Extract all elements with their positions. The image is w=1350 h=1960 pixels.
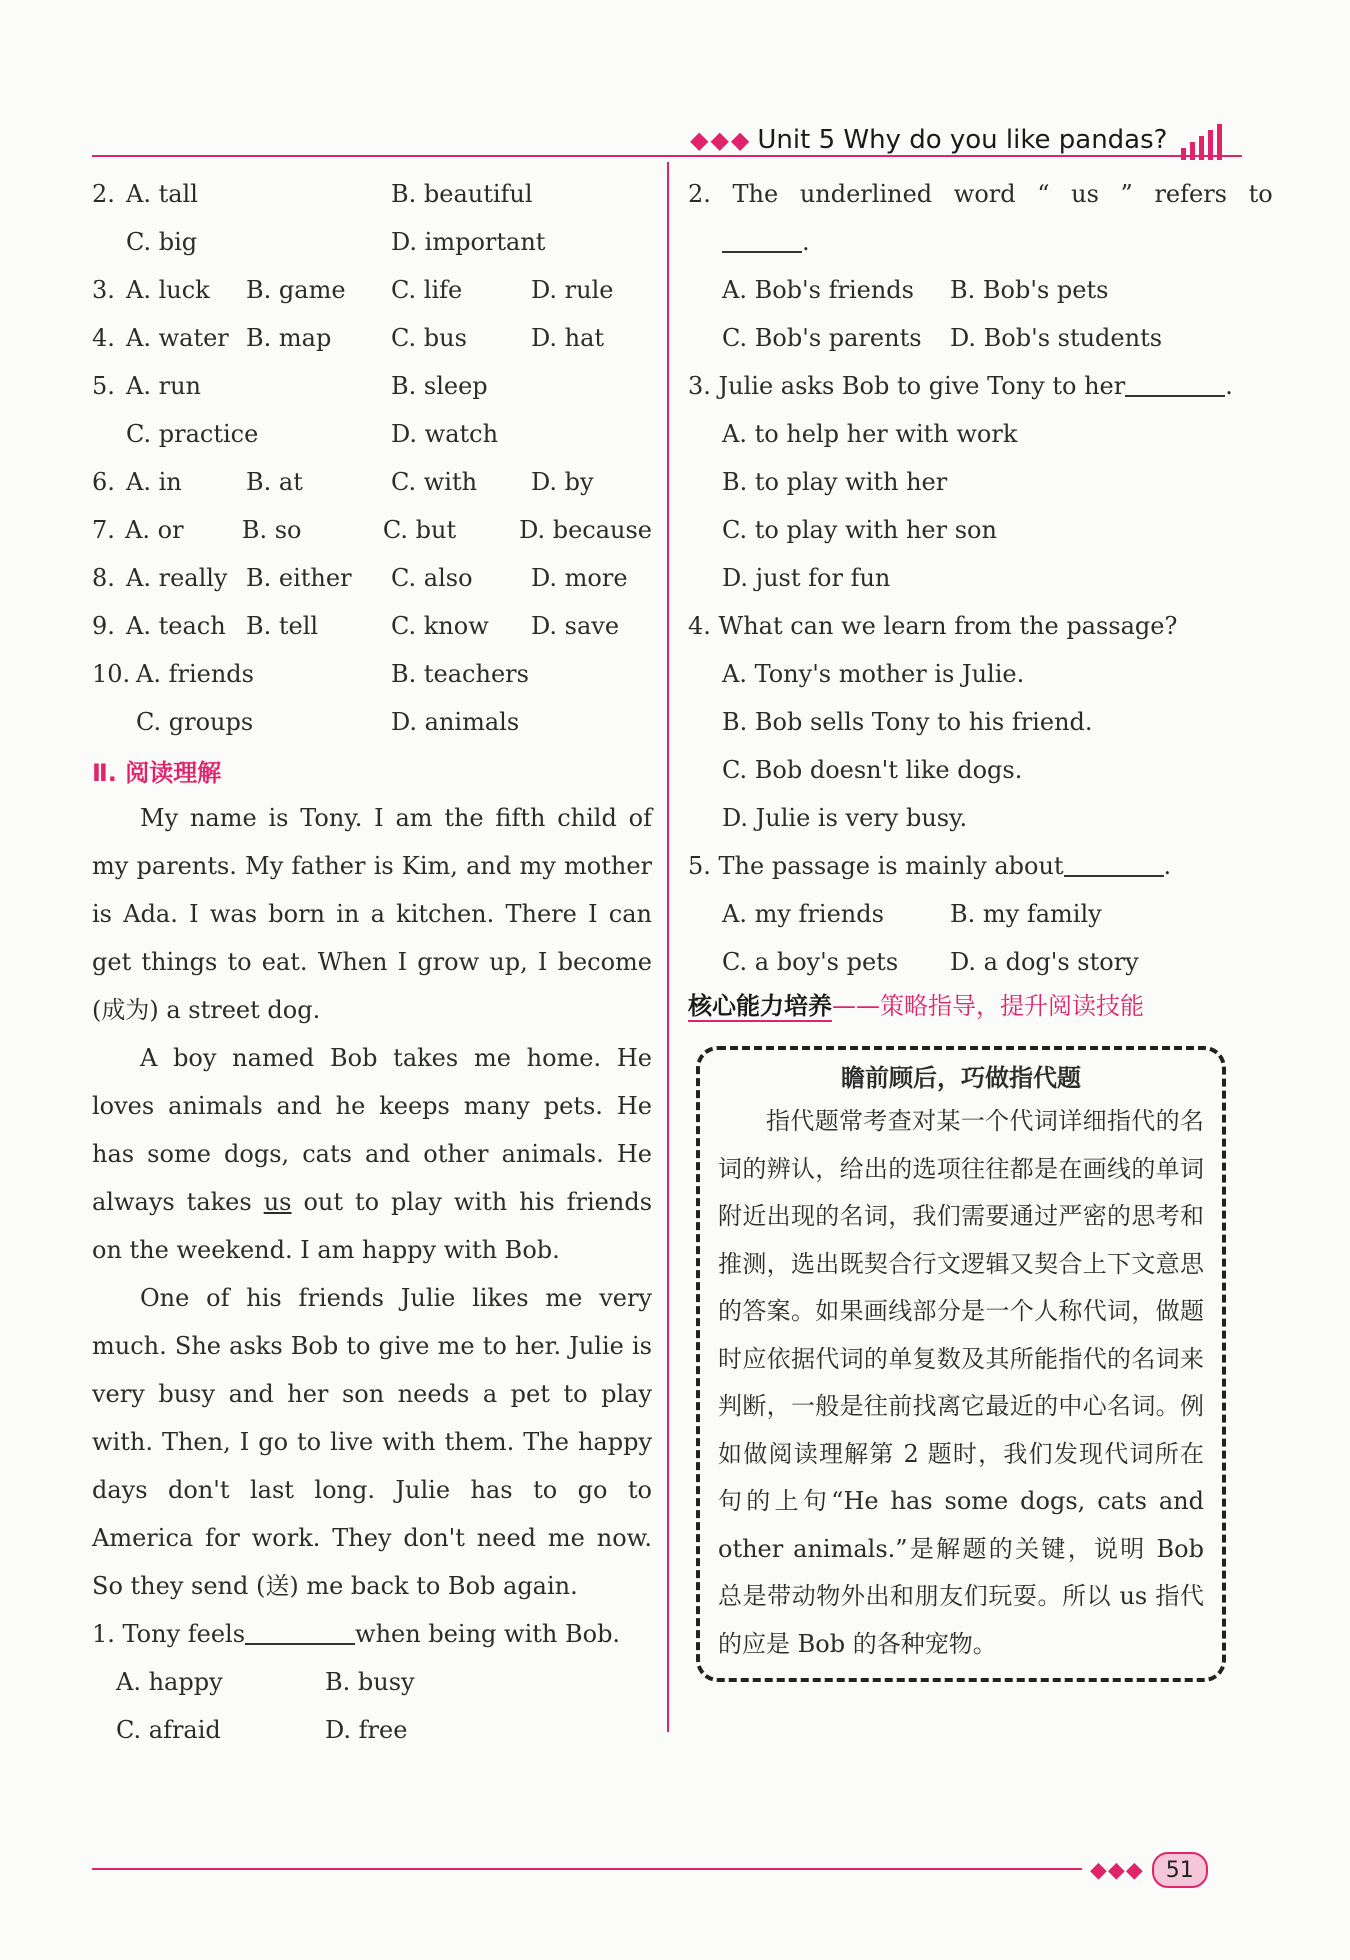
tip-body: 指代题常考查对某一个代词详细指代的名词的辨认，给出的选项往往都是在画线的单词附近出现的名词，我们需要通过严密的思考和推测，选出既契合行文逻辑又契合上下文意思的答案。如果画线部分是一个人称代词，做题时应依据代词的单复数及其所能指代的名词来判断，一般是往前找离它最近的中心名词。例如做阅读理解第 2 题时，我们发现代词所在句的上句“He has some dogs, cats and other animals.”是解题的关键，说明 Bob 总是带动物外出和朋友们玩耍。所以 us 指代的应是 Bob 的各种宠物。 xyxy=(718,1107,1204,1658)
option-row xyxy=(92,1706,652,1754)
option-row xyxy=(688,650,1248,698)
answer-blank[interactable] xyxy=(722,231,802,253)
option-c: C. to play with her son xyxy=(722,516,997,544)
option-b: B. Bob sells Tony to his friend. xyxy=(722,708,1093,736)
option-b: B. at xyxy=(246,468,303,496)
option-a: A. water xyxy=(126,324,229,352)
underlined-word: us xyxy=(263,1188,292,1216)
question-number: 3. xyxy=(92,276,115,304)
passage-text: A boy named Bob takes me home. He loves animals and he keeps many pets. He has some dogs, cats and other animals. He always takes xyxy=(92,1044,652,1216)
option-a: A. really xyxy=(126,564,228,592)
option-row xyxy=(92,410,652,458)
core-skill-subtitle: ——策略指导，提升阅读技能 xyxy=(832,992,1144,1020)
option-row xyxy=(688,554,1248,602)
option-a: A. tall xyxy=(126,180,198,208)
question-text: 2. The underlined word “ us ” refers to xyxy=(688,180,1273,208)
right-column xyxy=(688,170,1273,1682)
passage-text: out to play with his friends on the weekend. I am happy with Bob. xyxy=(92,1188,653,1264)
question-number: 7. xyxy=(92,516,115,544)
option-d: D. hat xyxy=(531,324,605,352)
diamond-decoration-icon: ◆◆◆ xyxy=(690,126,752,154)
option-d: D. more xyxy=(531,564,628,592)
option-row xyxy=(688,410,1248,458)
option-row xyxy=(688,890,1248,938)
page-number: 51 xyxy=(1152,1852,1208,1888)
option-b: B. my family xyxy=(950,900,1102,928)
core-skill-title: 核心能力培养 xyxy=(688,992,832,1020)
option-a: A. to help her with work xyxy=(722,420,1018,448)
footer-rule xyxy=(92,1868,1082,1870)
option-d: D. Julie is very busy. xyxy=(722,804,968,832)
option-row xyxy=(92,698,652,746)
question-stem xyxy=(92,1610,652,1658)
section-title: Ⅱ. 阅读理解 xyxy=(92,758,222,787)
option-d: D. watch xyxy=(391,420,499,448)
option-row xyxy=(92,554,652,602)
option-row xyxy=(92,602,652,650)
option-a: A. luck xyxy=(126,276,210,304)
option-d: D. Bob's students xyxy=(950,324,1163,352)
question-number: 5. xyxy=(92,372,115,400)
option-b: B. game xyxy=(246,276,346,304)
option-row xyxy=(688,746,1248,794)
question-number: 6. xyxy=(92,468,115,496)
question-text: 4. What can we learn from the passage? xyxy=(688,612,1178,640)
header-rule xyxy=(92,155,1242,157)
option-c: C. bus xyxy=(391,324,467,352)
option-row xyxy=(688,794,1248,842)
passage-paragraph: My name is Tony. I am the fifth child of my parents. My father is Kim, and my mother is Ada. I was born in a kitchen. There I can get things to eat. When I grow up, I become (成为) a street dog. xyxy=(92,804,652,1024)
option-c: C. groups xyxy=(136,708,254,736)
option-a: A. teach xyxy=(126,612,226,640)
option-c: C. afraid xyxy=(116,1716,221,1744)
question-number: 4. xyxy=(92,324,115,352)
option-d: D. important xyxy=(391,228,546,256)
page-number-badge xyxy=(1090,1852,1208,1888)
option-row xyxy=(688,458,1248,506)
option-row xyxy=(92,314,652,362)
passage-paragraph xyxy=(92,1034,652,1274)
option-c: C. Bob doesn't like dogs. xyxy=(722,756,1023,784)
answer-blank[interactable] xyxy=(1125,375,1225,397)
option-row xyxy=(688,698,1248,746)
question-text: 1. Tony feels xyxy=(92,1620,246,1648)
option-d: D. save xyxy=(531,612,620,640)
option-a: A. happy xyxy=(116,1668,223,1696)
left-column xyxy=(92,170,652,1754)
option-b: B. so xyxy=(241,516,302,544)
option-row xyxy=(92,170,652,218)
option-a: A. Tony's mother is Julie. xyxy=(722,660,1025,688)
option-row xyxy=(92,362,652,410)
option-c: C. Bob's parents xyxy=(722,324,922,352)
option-row xyxy=(92,218,652,266)
column-divider xyxy=(667,162,669,1732)
question-text: 5. The passage is mainly about xyxy=(688,852,1064,880)
question-stem xyxy=(688,602,1248,650)
diamond-decoration-icon: ◆◆◆ xyxy=(1090,1857,1144,1883)
option-row xyxy=(92,650,652,698)
option-row xyxy=(688,266,1248,314)
option-row xyxy=(688,506,1248,554)
question-stem: 5. The passage is mainly about . xyxy=(688,852,1172,880)
option-b: B. sleep xyxy=(391,372,488,400)
option-c: C. life xyxy=(391,276,463,304)
option-row xyxy=(92,506,652,554)
option-row xyxy=(92,1658,652,1706)
option-d: D. rule xyxy=(531,276,614,304)
question-number: 10. xyxy=(92,660,131,688)
option-c: C. with xyxy=(391,468,478,496)
option-c: C. big xyxy=(126,228,198,256)
option-b: B. map xyxy=(246,324,332,352)
option-a: A. friends xyxy=(136,660,254,688)
option-d: D. a dog's story xyxy=(950,948,1139,976)
option-row xyxy=(688,938,1248,986)
option-a: A. in xyxy=(126,468,182,496)
question-number: 8. xyxy=(92,564,115,592)
option-c: C. practice xyxy=(126,420,259,448)
question-text: 3. Julie asks Bob to give Tony to her xyxy=(688,372,1126,400)
option-b: B. beautiful xyxy=(391,180,533,208)
answer-blank[interactable] xyxy=(1064,855,1164,877)
option-row xyxy=(92,458,652,506)
passage-paragraph: One of his friends Julie likes me very much. She asks Bob to give me to her. Julie is very busy and her son needs a pet to play with. Then, I go to live with them. The happy days don't last long. Julie has to go to America for work. They don't need me now. So they send (送) me back to Bob again. xyxy=(92,1284,652,1600)
option-a: A. or xyxy=(125,516,184,544)
question-stem xyxy=(688,170,1273,218)
option-d: D. by xyxy=(531,468,594,496)
option-row xyxy=(688,314,1248,362)
core-skill-heading xyxy=(688,986,1248,1034)
option-a: A. Bob's friends xyxy=(722,276,914,304)
option-c: C. a boy's pets xyxy=(722,948,899,976)
question-number: 2. xyxy=(92,180,115,208)
strategy-tip-box xyxy=(696,1046,1226,1682)
option-b: B. to play with her xyxy=(722,468,948,496)
question-stem: 3. Julie asks Bob to give Tony to her . xyxy=(688,372,1233,400)
tip-title: 瞻前顾后，巧做指代题 xyxy=(841,1064,1081,1092)
option-a: A. my friends xyxy=(722,900,884,928)
option-c: C. but xyxy=(382,516,457,544)
option-c: C. also xyxy=(391,564,473,592)
option-b: B. either xyxy=(246,564,352,592)
option-a: A. run xyxy=(126,372,201,400)
option-d: D. animals xyxy=(391,708,520,736)
question-text: when being with Bob. xyxy=(355,1620,621,1648)
option-c: C. know xyxy=(391,612,489,640)
answer-blank[interactable] xyxy=(245,1623,355,1645)
option-b: B. Bob's pets xyxy=(950,276,1109,304)
option-b: B. tell xyxy=(246,612,319,640)
option-d: D. free xyxy=(325,1716,408,1744)
option-row xyxy=(92,266,652,314)
signal-bars-icon xyxy=(1181,120,1222,160)
question-stem: . xyxy=(688,218,1248,266)
unit-title: Unit 5 Why do you like pandas? xyxy=(757,125,1168,155)
question-number: 9. xyxy=(92,612,115,640)
option-d: D. because xyxy=(519,516,652,544)
option-b: B. busy xyxy=(325,1668,415,1696)
option-b: B. teachers xyxy=(391,660,529,688)
option-d: D. just for fun xyxy=(722,564,891,592)
